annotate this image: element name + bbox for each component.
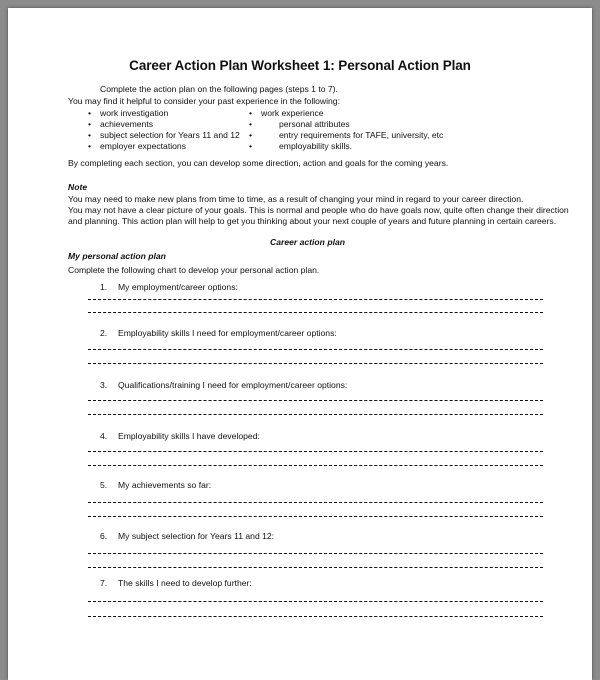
page-title: Career Action Plan Worksheet 1: Personal Action Plan	[129, 58, 471, 73]
bullet-item: entry requirements for TAFE, university, etc	[279, 130, 444, 140]
answer-line[interactable]	[88, 349, 543, 350]
document-page	[8, 8, 592, 680]
bullet-item: achievements	[100, 119, 154, 129]
answer-line[interactable]	[88, 567, 543, 568]
answer-line[interactable]	[88, 502, 543, 503]
note-line: You may not have a clear picture of your goals. This is normal and people who do have goals now, quite often change their direction	[68, 205, 569, 215]
answer-line[interactable]	[88, 465, 543, 466]
bullet-marker: •	[249, 108, 253, 118]
note-heading: Note	[68, 182, 88, 192]
bullet-item: employer expectations	[100, 141, 186, 151]
answer-line[interactable]	[88, 553, 543, 554]
answer-line[interactable]	[88, 414, 543, 415]
intro-text: Complete the action plan on the following pages (steps 1 to 7).	[100, 84, 338, 94]
answer-line[interactable]	[88, 616, 543, 617]
bullet-item: personal attributes	[279, 119, 350, 129]
bullet-item: work investigation	[100, 108, 169, 118]
completing-text: By completing each section, you can develop some direction, action and goals for the coming years.	[68, 158, 449, 168]
item-number: 5.	[100, 480, 108, 490]
item-number: 6.	[100, 531, 108, 541]
bullet-item: employability skills.	[279, 141, 353, 151]
bullet-item: work experience	[261, 108, 324, 118]
item-label: Employability skills I need for employment/career options:	[118, 328, 337, 338]
career-action-plan-heading: Career action plan	[270, 237, 345, 247]
item-number: 3.	[100, 380, 108, 390]
my-plan-heading: My personal action plan	[68, 251, 166, 261]
item-number: 1.	[100, 282, 108, 292]
item-label: Qualifications/training I need for employment/career options:	[118, 380, 348, 390]
item-number: 2.	[100, 328, 108, 338]
bullet-marker: •	[88, 141, 92, 151]
bullet-marker: •	[88, 130, 92, 140]
item-number: 4.	[100, 431, 108, 441]
answer-line[interactable]	[88, 312, 543, 313]
answer-line[interactable]	[88, 601, 543, 602]
item-number: 7.	[100, 578, 108, 588]
answer-line[interactable]	[88, 451, 543, 452]
item-label: The skills I need to develop further:	[118, 578, 252, 588]
answer-line[interactable]	[88, 363, 543, 364]
bullet-marker: •	[88, 108, 92, 118]
answer-line[interactable]	[88, 299, 543, 300]
item-label: Employability skills I have developed:	[118, 431, 260, 441]
bullet-item: subject selection for Years 11 and 12	[100, 130, 240, 140]
bullet-marker: •	[249, 141, 253, 151]
bullet-marker: •	[249, 130, 253, 140]
consider-text: You may find it helpful to consider your past experience in the following:	[68, 96, 340, 106]
answer-line[interactable]	[88, 516, 543, 517]
item-label: My achievements so far:	[118, 480, 212, 490]
note-line: You may need to make new plans from time to time, as a result of changing your mind in regard to your career direction.	[68, 194, 524, 204]
item-label: My subject selection for Years 11 and 12:	[118, 531, 275, 541]
complete-chart-text: Complete the following chart to develop your personal action plan.	[68, 265, 320, 275]
item-label: My employment/career options:	[118, 282, 238, 292]
note-line: and planning. This action plan will help to get you thinking about your next couple of years and future planning in certain careers.	[68, 216, 557, 226]
bullet-marker: •	[88, 119, 92, 129]
bullet-marker: •	[249, 119, 253, 129]
answer-line[interactable]	[88, 400, 543, 401]
